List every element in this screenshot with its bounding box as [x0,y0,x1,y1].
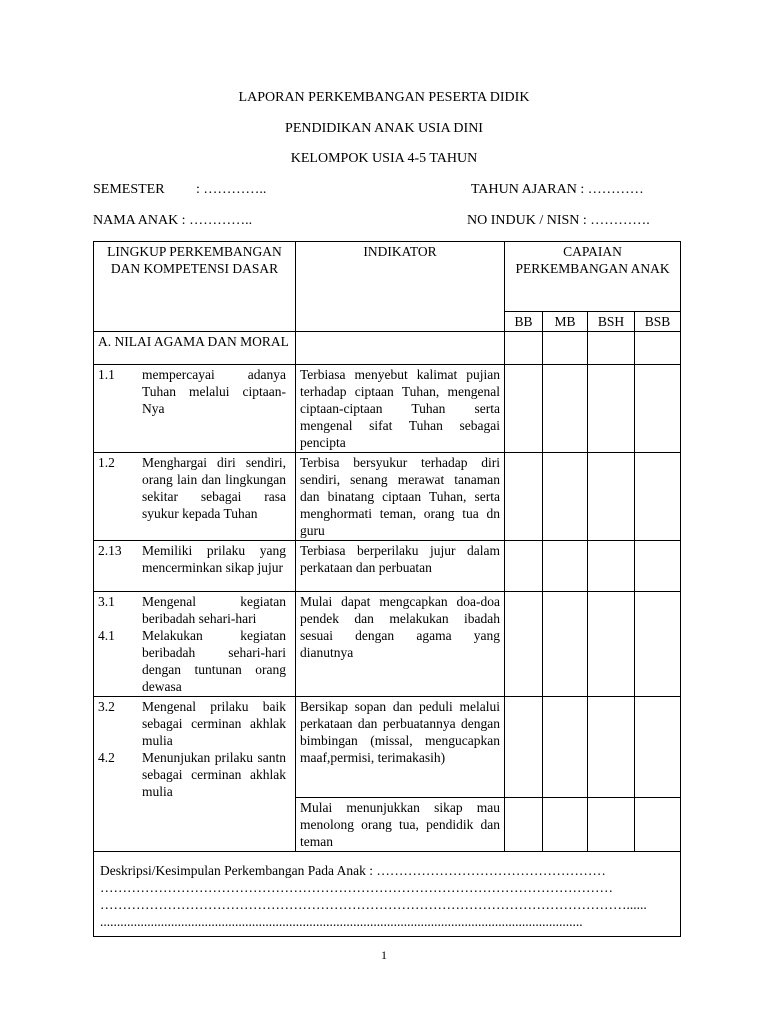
indicator-cell: Terbisa bersyukur terhadap diri sendiri, senang merawat tanaman dan binatang ciptaan Tuhan, serta menghormati teman, orang tua dn guru [296,453,505,541]
competency-cell [94,365,296,453]
checkbox-cell[interactable] [543,365,588,453]
description-dots: ………………………………………………………………………………………………………...... [100,897,647,912]
document-group-title: KELOMPOK USIA 4-5 TAHUN [290,151,478,166]
checkbox-cell[interactable] [635,592,681,697]
document-subtitle: PENDIDIKAN ANAK USIA DINI [285,121,483,136]
competency-text: Menghargai diri sendiri, orang lain dan lingkungan sekitar sebagai rasa syukur kepada Tuhan [142,455,286,521]
semester-label: SEMESTER [93,182,165,197]
competency-number: 2.13 [98,543,122,558]
competency-number: 1.2 [98,455,115,470]
description-label: Deskripsi/Kesimpulan Perkembangan Pada Anak : [100,863,373,878]
no-induk-field: NO INDUK / NISN : …………. [467,213,650,228]
competency-number: 4.1 [98,628,115,643]
section-a-indicator [296,332,505,365]
competency-text: Menunjukan prilaku santn sebagai cerminan akhlak mulia [142,750,286,799]
description-box[interactable] [94,852,681,937]
checkbox-cell[interactable] [588,332,635,365]
subheader-bsh: BSH [588,312,635,332]
checkbox-cell[interactable] [505,541,543,592]
competency-text: Mengenal prilaku baik sebagai cerminan akhlak mulia [142,699,286,748]
competency-number: 3.1 [98,594,115,609]
checkbox-cell[interactable] [543,332,588,365]
subheader-bb: BB [505,312,543,332]
competency-number: 4.2 [98,750,115,765]
checkbox-cell[interactable] [588,798,635,852]
development-table [93,241,681,937]
checkbox-cell[interactable] [635,365,681,453]
checkbox-cell[interactable] [505,365,543,453]
checkbox-cell[interactable] [635,453,681,541]
competency-text: Melakukan kegiatan beribadah sehari-hari dengan tuntunan orang dewasa [142,628,286,694]
checkbox-cell[interactable] [505,798,543,852]
checkbox-cell[interactable] [543,697,588,798]
document-title: LAPORAN PERKEMBANGAN PESERTA DIDIK [238,90,530,105]
table-row [94,453,681,541]
subheader-mb: MB [543,312,588,332]
checkbox-cell[interactable] [635,541,681,592]
semester-value: : ………….. [196,182,267,197]
checkbox-cell[interactable] [588,453,635,541]
indicator-cell: Terbiasa menyebut kalimat pujian terhadap ciptaan Tuhan, mengenal ciptaan-ciptaan Tuhan serta mengenal sifat Tuhan sebagai pencipta [296,365,505,453]
tahun-ajaran-field: TAHUN AJARAN : ………… [471,182,644,197]
col-header-capaian: CAPAIAN PERKEMBANGAN ANAK [505,242,681,312]
description-dots: …………………………………………… [376,863,606,878]
subheader-bsb: BSB [635,312,681,332]
competency-cell [94,592,296,697]
checkbox-cell[interactable] [543,798,588,852]
checkbox-cell[interactable] [505,592,543,697]
competency-cell [94,453,296,541]
checkbox-cell[interactable] [635,798,681,852]
checkbox-cell[interactable] [543,453,588,541]
checkbox-cell[interactable] [635,697,681,798]
table-row [94,541,681,592]
checkbox-cell[interactable] [635,332,681,365]
indicator-cell: Mulai dapat mengcapkan doa-doa pendek dan melakukan ibadah sesuai dengan agama yang dianutnya [296,592,505,697]
nama-anak-field: NAMA ANAK : ………….. [93,213,253,228]
competency-text: Memiliki prilaku yang mencerminkan sikap jujur [142,543,286,575]
page-number: 1 [381,948,387,962]
competency-text: Mengenal kegiatan beribadah sehari-hari [142,594,286,626]
checkbox-cell[interactable] [505,697,543,798]
checkbox-cell[interactable] [588,365,635,453]
indicator-cell: Mulai menunjukkan sikap mau menolong orang tua, pendidik dan teman [296,798,505,852]
description-dots: …………………………………………………………………………………………………… [100,880,613,895]
col-header-indikator: INDIKATOR [296,242,505,332]
checkbox-cell[interactable] [588,697,635,798]
description-dots: ............................................................................................................................................... [100,914,583,929]
table-row [94,697,681,798]
checkbox-cell[interactable] [543,592,588,697]
table-row [94,365,681,453]
checkbox-cell[interactable] [505,332,543,365]
section-a-label: A. NILAI AGAMA DAN MORAL [94,332,296,365]
table-row [94,592,681,697]
competency-number: 3.2 [98,699,115,714]
col-header-lingkup: LINGKUP PERKEMBANGAN DAN KOMPETENSI DASAR [94,242,296,332]
competency-cell [94,697,296,852]
checkbox-cell[interactable] [588,592,635,697]
checkbox-cell[interactable] [505,453,543,541]
competency-text: mempercayai adanya Tuhan melalui ciptaan-Nya [142,367,286,416]
checkbox-cell[interactable] [588,541,635,592]
indicator-cell: Terbiasa berperilaku jujur dalam perkataan dan perbuatan [296,541,505,592]
checkbox-cell[interactable] [543,541,588,592]
indicator-cell: Bersikap sopan dan peduli melalui perkataan dan perbuatannya dengan bimbingan (missal, mengucapkan maaf,permisi, terimakasih) [296,697,505,798]
competency-number: 1.1 [98,367,115,382]
competency-cell [94,541,296,592]
